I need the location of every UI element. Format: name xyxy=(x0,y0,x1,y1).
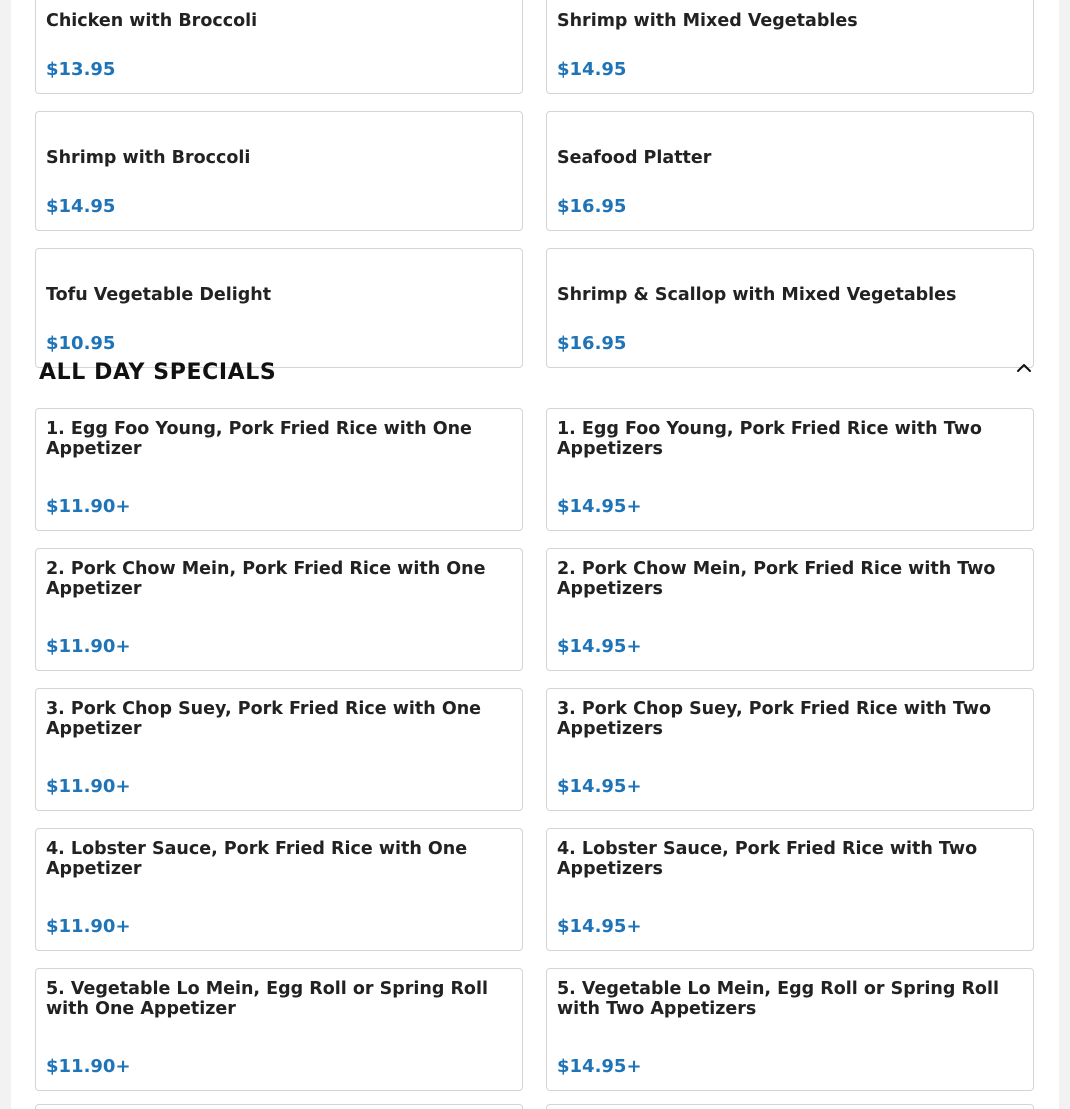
special-item-card[interactable] xyxy=(35,688,523,811)
menu-item-price: $13.95 xyxy=(46,59,116,80)
section-title: ALL DAY SPECIALS xyxy=(39,360,277,385)
special-item-price: $14.95+ xyxy=(557,636,642,657)
special-item-name: 1. Egg Foo Young, Pork Fried Rice with Two Appetizers xyxy=(557,419,982,459)
special-item-card[interactable] xyxy=(35,1104,523,1109)
special-item-price: $14.95+ xyxy=(557,916,642,937)
menu-item-price: $14.95 xyxy=(46,196,116,217)
special-item-card[interactable] xyxy=(35,968,523,1091)
specials-grid xyxy=(35,408,1034,1091)
menu-item-name: Shrimp with Broccoli xyxy=(46,148,251,168)
special-item-name: 3. Pork Chop Suey, Pork Fried Rice with One Appetizer xyxy=(46,699,482,739)
special-item-name: 4. Lobster Sauce, Pork Fried Rice with Two Appetizers xyxy=(557,839,978,879)
menu-item-name: Chicken with Broccoli xyxy=(46,11,258,31)
special-item-card[interactable] xyxy=(546,1104,1034,1109)
special-item-name: 2. Pork Chow Mein, Pork Fried Rice with One Appetizer xyxy=(46,559,486,599)
special-item-price: $11.90+ xyxy=(46,636,131,657)
menu-page xyxy=(11,0,1059,1109)
special-item-name: 5. Vegetable Lo Mein, Egg Roll or Spring Roll with Two Appetizers xyxy=(557,979,999,1019)
special-item-card[interactable] xyxy=(546,968,1034,1091)
special-item-card[interactable] xyxy=(546,688,1034,811)
all-day-specials-header[interactable] xyxy=(35,350,1034,396)
menu-item-card[interactable] xyxy=(546,111,1034,231)
special-item-name: 4. Lobster Sauce, Pork Fried Rice with One Appetizer xyxy=(46,839,468,879)
special-item-card[interactable] xyxy=(35,548,523,671)
menu-item-name: Shrimp & Scallop with Mixed Vegetables xyxy=(557,285,957,305)
special-item-name: 1. Egg Foo Young, Pork Fried Rice with One Appetizer xyxy=(46,419,472,459)
next-row-partial xyxy=(35,1104,1034,1109)
special-item-price: $14.95+ xyxy=(557,776,642,797)
menu-item-card[interactable] xyxy=(35,111,523,231)
special-item-price: $11.90+ xyxy=(46,496,131,517)
menu-item-price: $14.95 xyxy=(557,59,627,80)
menu-item-price: $16.95 xyxy=(557,333,627,354)
menu-item-name: Shrimp with Mixed Vegetables xyxy=(557,11,858,31)
special-item-price: $14.95+ xyxy=(557,496,642,517)
menu-item-name: Seafood Platter xyxy=(557,148,712,168)
menu-item-card[interactable] xyxy=(546,0,1034,94)
special-item-card[interactable] xyxy=(35,408,523,531)
special-item-name: 3. Pork Chop Suey, Pork Fried Rice with Two Appetizers xyxy=(557,699,992,739)
menu-item-card[interactable] xyxy=(35,0,523,94)
menu-item-price: $10.95 xyxy=(46,333,116,354)
menu-item-name: Tofu Vegetable Delight xyxy=(46,285,272,305)
special-item-card[interactable] xyxy=(546,548,1034,671)
special-item-price: $14.95+ xyxy=(557,1056,642,1077)
special-item-card[interactable] xyxy=(546,408,1034,531)
special-item-price: $11.90+ xyxy=(46,776,131,797)
special-item-name: 2. Pork Chow Mein, Pork Fried Rice with Two Appetizers xyxy=(557,559,996,599)
special-item-card[interactable] xyxy=(546,828,1034,951)
chevron-up-icon[interactable] xyxy=(1014,358,1034,378)
special-item-price: $11.90+ xyxy=(46,1056,131,1077)
special-item-price: $11.90+ xyxy=(46,916,131,937)
menu-item-price: $16.95 xyxy=(557,196,627,217)
menu-item-grid xyxy=(35,0,1034,368)
special-item-name: 5. Vegetable Lo Mein, Egg Roll or Spring Roll with One Appetizer xyxy=(46,979,488,1019)
special-item-card[interactable] xyxy=(35,828,523,951)
